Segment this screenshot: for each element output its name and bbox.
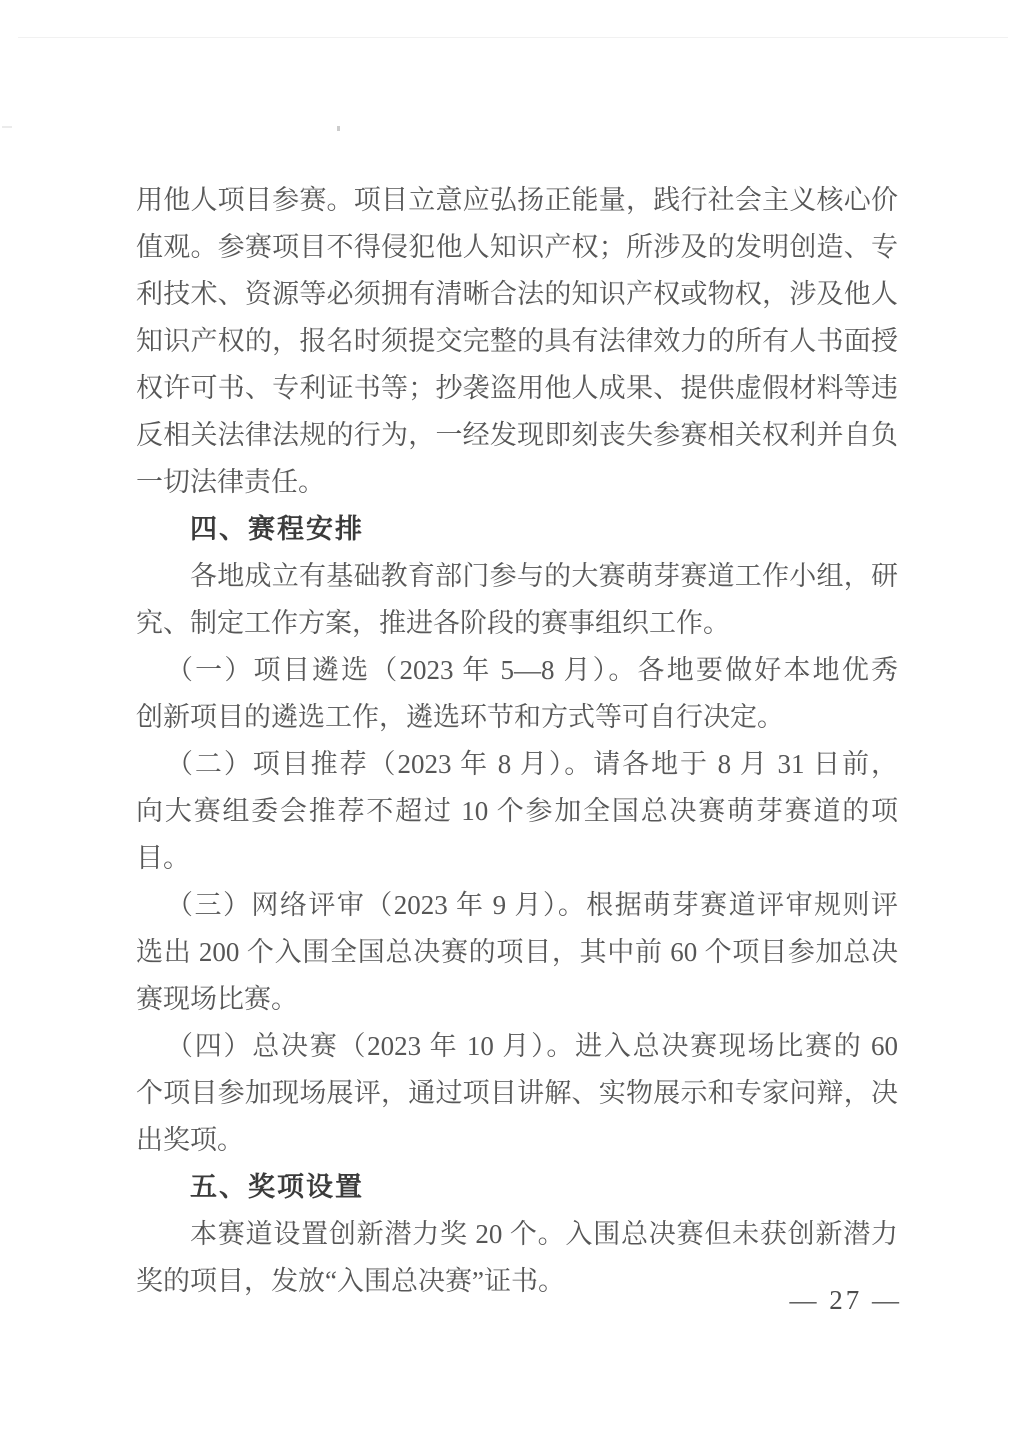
section-heading-awards: 五、奖项设置 bbox=[190, 1172, 364, 1202]
paragraph-line: 究、制定工作方案，推进各阶段的赛事组织工作。 bbox=[136, 608, 730, 638]
paragraph-line: 反相关法律法规的行为，一经发现即刻丧失参赛相关权利并自负 bbox=[136, 420, 898, 450]
paragraph-line: 个项目参加现场展评，通过项目讲解、实物展示和专家问辩，决 bbox=[136, 1078, 898, 1108]
paragraph-line: 知识产权的，报名时须提交完整的具有法律效力的所有人书面授 bbox=[136, 326, 898, 356]
paragraph-line: 目。 bbox=[136, 843, 190, 873]
scan-artifact-speck bbox=[2, 126, 12, 128]
paragraph-line: 选出 200 个入围全国总决赛的项目，其中前 60 个项目参加总决 bbox=[136, 937, 898, 967]
paragraph-line: 用他人项目参赛。项目立意应弘扬正能量，践行社会主义核心价 bbox=[136, 185, 898, 215]
page-number: — 27 — bbox=[789, 1285, 902, 1315]
list-item-line: （三）网络评审（2023 年 9 月）。根据萌芽赛道评审规则评 bbox=[166, 890, 898, 920]
paragraph-line: 赛现场比赛。 bbox=[136, 984, 298, 1014]
paragraph-line: 利技术、资源等必须拥有清晰合法的知识产权或物权，涉及他人 bbox=[136, 279, 898, 309]
list-item-line: （二）项目推荐（2023 年 8 月）。请各地于 8 月 31 日前， bbox=[166, 749, 898, 779]
list-item-line: （四）总决赛（2023 年 10 月）。进入总决赛现场比赛的 60 bbox=[166, 1031, 898, 1061]
paragraph-line: 本赛道设置创新潜力奖 20 个。入围总决赛但未获创新潜力 bbox=[190, 1219, 898, 1249]
paragraph-line: 向大赛组委会推荐不超过 10 个参加全国总决赛萌芽赛道的项 bbox=[136, 796, 898, 826]
paragraph-line: 出奖项。 bbox=[136, 1125, 244, 1155]
paragraph-line: 创新项目的遴选工作，遴选环节和方式等可自行决定。 bbox=[136, 702, 784, 732]
document-body bbox=[136, 177, 898, 1305]
paragraph-line: 权许可书、专利证书等；抄袭盗用他人成果、提供虚假材料等违 bbox=[136, 373, 898, 403]
scan-artifact-speck bbox=[337, 126, 340, 131]
paragraph-line: 一切法律责任。 bbox=[136, 467, 325, 497]
paragraph-line: 各地成立有基础教育部门参与的大赛萌芽赛道工作小组，研 bbox=[190, 561, 898, 591]
paragraph-line: 奖的项目，发放“入围总决赛”证书。 bbox=[136, 1266, 565, 1296]
paragraph-line: 值观。参赛项目不得侵犯他人知识产权；所涉及的发明创造、专 bbox=[136, 232, 898, 262]
section-heading-schedule: 四、赛程安排 bbox=[190, 514, 364, 544]
scan-artifact-line bbox=[18, 37, 1008, 38]
list-item-line: （一）项目遴选（2023 年 5—8 月）。各地要做好本地优秀 bbox=[166, 655, 898, 685]
